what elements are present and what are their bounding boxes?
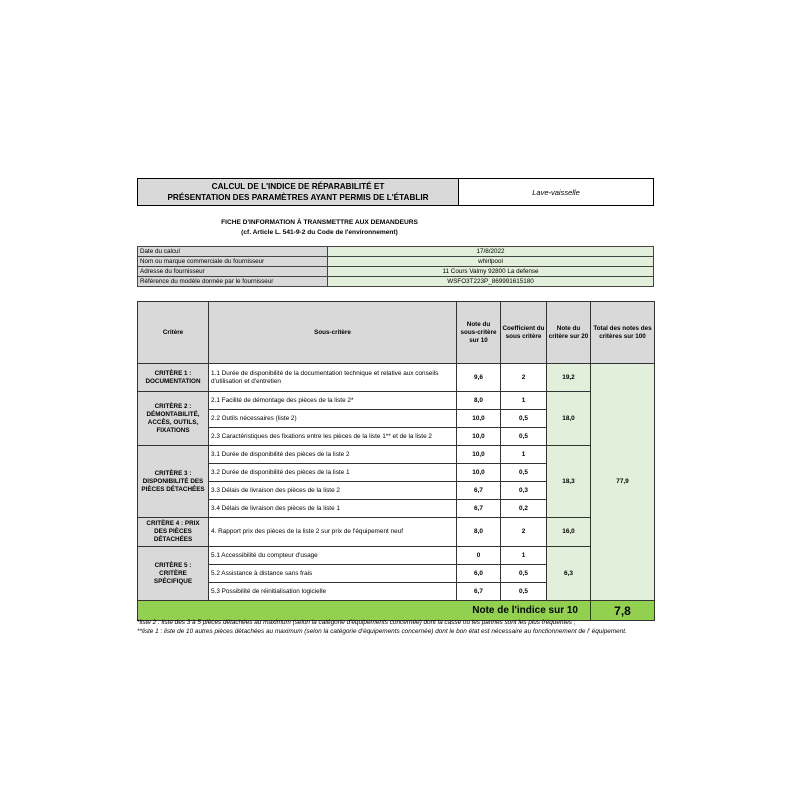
subcriterion-coef: 2 bbox=[501, 518, 547, 547]
info-value: WSFO3T223P_869991615180 bbox=[328, 277, 654, 287]
footnote-liste-1: **liste 1 : liste de 10 autres pièces détachées au maximum (selon la catégorie d'équipements concernée) dont le bon état est nécessaire au fonctionnement de l' équipement. bbox=[137, 627, 627, 635]
subcriterion-coef: 1 bbox=[501, 392, 547, 410]
criterion-note20: 6,3 bbox=[547, 547, 591, 601]
info-value: 17/8/2022 bbox=[328, 247, 654, 257]
info-value: whirlpool bbox=[328, 257, 654, 267]
subcriterion-coef: 0,5 bbox=[501, 428, 547, 446]
subcriterion-note: 10,0 bbox=[457, 464, 501, 482]
final-score-label: Note de l'indice sur 10 bbox=[138, 601, 591, 621]
subcriterion-note: 6,7 bbox=[457, 500, 501, 518]
info-value: 11 Cours Valmy 92800 La defense bbox=[328, 267, 654, 277]
criterion-note20: 16,0 bbox=[547, 518, 591, 547]
report-title-line2: PRÉSENTATION DES PARAMÈTRES AYANT PERMIS DE L'ÉTABLIR bbox=[167, 193, 429, 202]
subcriterion-label: 5.3 Possibilité de réinitialisation logicielle bbox=[209, 583, 457, 601]
subcriterion-coef: 0,5 bbox=[501, 565, 547, 583]
col-header-sous-critere: Sous-critère bbox=[209, 302, 457, 364]
final-score-value: 7,8 bbox=[591, 601, 655, 621]
subcriterion-coef: 0,5 bbox=[501, 410, 547, 428]
subcriterion-note: 10,0 bbox=[457, 446, 501, 464]
criterion-name: CRITÈRE 4 : PRIX DES PIÈCES DÉTACHÉES bbox=[138, 518, 209, 547]
subcriterion-label: 2.1 Facilité de démontage des pièces de la liste 2* bbox=[209, 392, 457, 410]
subcriterion-label: 3.2 Durée de disponibilité des pièces de la liste 1 bbox=[209, 464, 457, 482]
info-label: Référence du modèle donnée par le fournisseur bbox=[138, 277, 328, 287]
criterion-name: CRITÈRE 3 : DISPONIBILITÉ DES PIÈCES DÉTACHÉES bbox=[138, 446, 209, 518]
footnote-liste-2: *liste 2 : liste des 3 à 5 pièces détachées au maximum (selon la catégorie d'équipements concernée) dont la casse ou les pannes sont les plus fréquentes ; bbox=[137, 619, 576, 626]
subcriterion-note: 0 bbox=[457, 547, 501, 565]
table-row bbox=[138, 547, 655, 565]
subcriterion-coef: 0,5 bbox=[501, 583, 547, 601]
criterion-note20: 18,3 bbox=[547, 446, 591, 518]
subcriterion-note: 8,0 bbox=[457, 518, 501, 547]
criterion-note20: 18,0 bbox=[547, 392, 591, 446]
table-row bbox=[138, 518, 655, 547]
table-row bbox=[138, 364, 655, 392]
col-header-coef: Coefficient du sous critère bbox=[501, 302, 547, 364]
footnotes bbox=[137, 619, 657, 636]
subcriterion-label: 3.3 Délais de livraison des pièces de la liste 2 bbox=[209, 482, 457, 500]
subcriterion-note: 6,7 bbox=[457, 482, 501, 500]
col-header-critere: Critère bbox=[138, 302, 209, 364]
subcriterion-note: 8,0 bbox=[457, 392, 501, 410]
total-score: 77,9 bbox=[591, 364, 655, 601]
report-header bbox=[137, 178, 654, 206]
appliance-type-text: Lave-vaisselle bbox=[532, 187, 580, 197]
subcriterion-label: 2.2 Outils nécessaires (liste 2) bbox=[209, 410, 457, 428]
info-row-address bbox=[138, 267, 654, 277]
table-row bbox=[138, 392, 655, 410]
table-row bbox=[138, 446, 655, 464]
subcriterion-note: 6,7 bbox=[457, 583, 501, 601]
report-title bbox=[138, 179, 459, 205]
info-sheet-heading-line2: (cf. Article L. 541-9-2 du Code de l'environnement) bbox=[241, 229, 398, 236]
subcriterion-coef: 2 bbox=[501, 364, 547, 392]
scoring-table bbox=[137, 301, 655, 621]
info-row-date bbox=[138, 247, 654, 257]
subcriterion-coef: 0,3 bbox=[501, 482, 547, 500]
col-header-note20: Note du critère sur 20 bbox=[547, 302, 591, 364]
subcriterion-label: 3.4 Délais de livraison des pièces de la liste 1 bbox=[209, 500, 457, 518]
subcriterion-coef: 1 bbox=[501, 547, 547, 565]
subcriterion-label: 4. Rapport prix des pièces de la liste 2 sur prix de l'équipement neuf bbox=[209, 518, 457, 547]
col-header-note10: Note du sous-critère sur 10 bbox=[457, 302, 501, 364]
subcriterion-coef: 0,2 bbox=[501, 500, 547, 518]
criterion-name: CRITÈRE 1 : DOCUMENTATION bbox=[138, 364, 209, 392]
appliance-type bbox=[459, 179, 653, 205]
table-header-row bbox=[138, 302, 655, 364]
info-row-model bbox=[138, 277, 654, 287]
subcriterion-note: 6,0 bbox=[457, 565, 501, 583]
info-row-brand bbox=[138, 257, 654, 267]
report-title-line1: CALCUL DE L'INDICE DE RÉPARABILITÉ ET bbox=[211, 182, 385, 191]
info-label: Date du calcul bbox=[138, 247, 328, 257]
subcriterion-label: 2.3 Caractéristiques des fixations entre les pièces de la liste 1** et de la liste 2 bbox=[209, 428, 457, 446]
criterion-name: CRITÈRE 2 : DÉMONTABILITÉ, ACCÈS, OUTILS, FIXATIONS bbox=[138, 392, 209, 446]
info-sheet-heading bbox=[137, 218, 502, 238]
subcriterion-label: 5.2 Assistance à distance sans frais bbox=[209, 565, 457, 583]
criterion-name: CRITÈRE 5 : CRITÈRE SPÉCIFIQUE bbox=[138, 547, 209, 601]
subcriterion-label: 5.1 Accessibilité du compteur d'usage bbox=[209, 547, 457, 565]
subcriterion-note: 9,6 bbox=[457, 364, 501, 392]
subcriterion-coef: 0,5 bbox=[501, 464, 547, 482]
subcriterion-coef: 1 bbox=[501, 446, 547, 464]
final-score-row bbox=[138, 601, 655, 621]
col-header-total: Total des notes des critères sur 100 bbox=[591, 302, 655, 364]
info-label: Adresse du fournisseur bbox=[138, 267, 328, 277]
subcriterion-note: 10,0 bbox=[457, 428, 501, 446]
supplier-info-table bbox=[137, 246, 654, 287]
subcriterion-note: 10,0 bbox=[457, 410, 501, 428]
info-label: Nom ou marque commerciale du fournisseur bbox=[138, 257, 328, 267]
subcriterion-label: 1.1 Durée de disponibilité de la documentation technique et relative aux conseils d'utilisation et d'entretien bbox=[209, 364, 457, 392]
criterion-note20: 19,2 bbox=[547, 364, 591, 392]
info-sheet-heading-line1: FICHE D'INFORMATION À TRANSMETTRE AUX DEMANDEURS bbox=[221, 219, 418, 226]
subcriterion-label: 3.1 Durée de disponibilité des pièces de la liste 2 bbox=[209, 446, 457, 464]
